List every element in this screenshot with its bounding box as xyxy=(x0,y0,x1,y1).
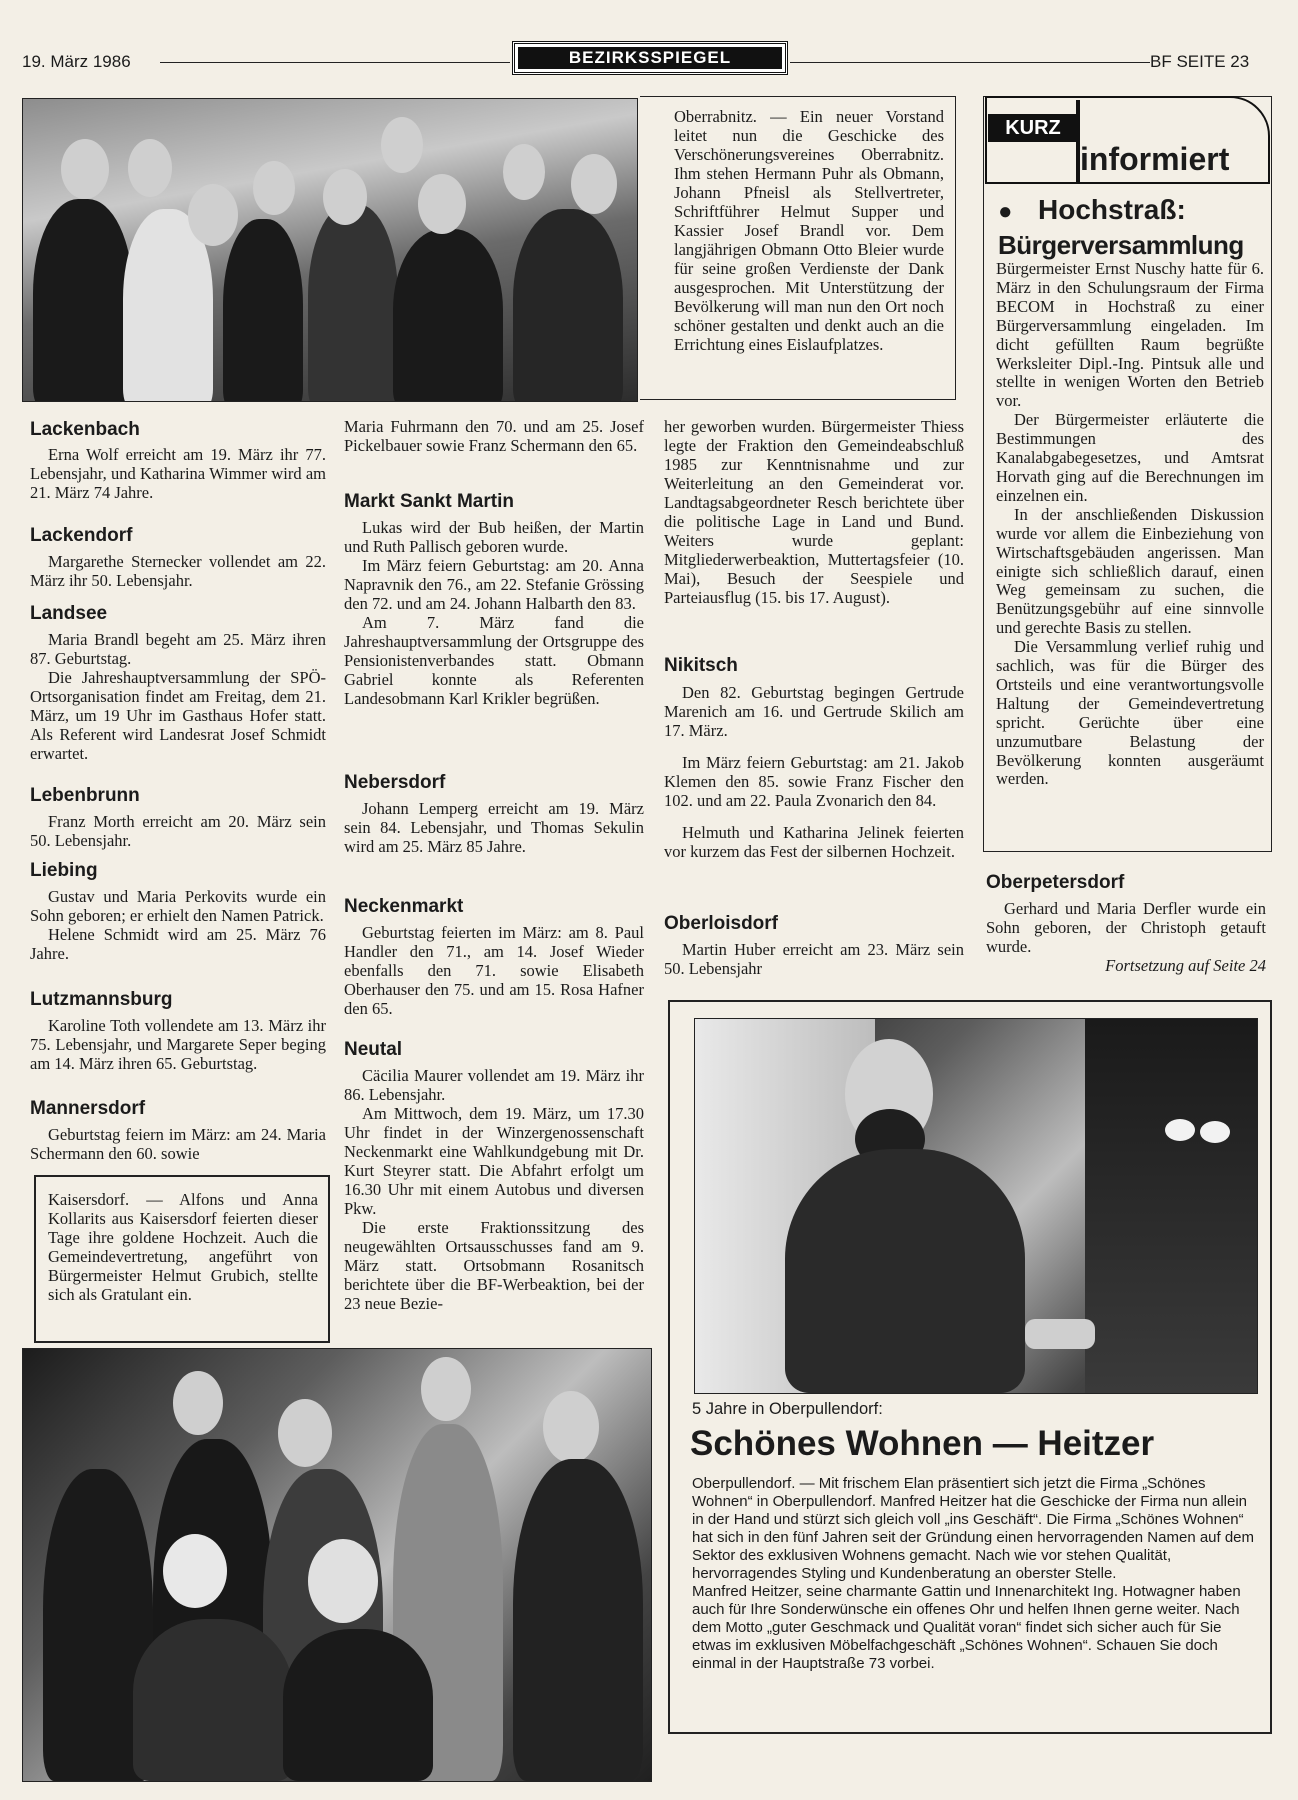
text-markt-sankt-martin: Lukas wird der Bub heißen, der Martin und Ruth Pallisch geboren wurde. Im März feiern Geburtstag: am 20. Anna Napravnik den 76., am 22. Stefanie Grössing den 72. und am 24. Johann Halbarth den 83. Am 7. März fand die Jahreshauptversammlung der Ortsgruppe des Pensionistenverbandes statt. Obmann Gabriel konnte als Referenten Landesobmann Karl Krikler begrüßen. xyxy=(344,518,644,708)
heading-lebenbrunn: Lebenbrunn xyxy=(30,785,140,806)
heading-landsee: Landsee xyxy=(30,603,108,624)
text-nikitsch: Den 82. Geburtstag begingen Gertrude Marenich am 16. und Gertrude Skilich am 17. März. Im März feiern Geburtstag: am 21. Jakob Klemen den 85. sowie Franz Fischer den 102. und am 22. Paula Zvonarich den 84. Helmuth und Katharina Jelinek feierten vor kurzem das Fest der silbernen Hochzeit. xyxy=(664,683,964,861)
photo-vorstand-group xyxy=(22,98,638,402)
section-banner: BEZIRKSSPIEGEL xyxy=(512,41,788,75)
heading-oberloisdorf: Oberloisdorf xyxy=(664,913,779,934)
kurz-headline-2: Bürgerversammlung xyxy=(998,230,1244,260)
photo-goldene-hochzeit xyxy=(22,1348,652,1782)
issue-date: 19. März 1986 xyxy=(22,52,131,71)
text-landsee: Maria Brandl begeht am 25. März ihren 87. Geburtstag. Die Jahreshauptversammlung der SPÖ-Ortsorganisation findet am Freitag, dem 21. März, um 19 Uhr im Gasthaus Hofer statt. Als Referent wird Landesrat Josef Schmidt erwartet. xyxy=(30,630,326,763)
photo-manfred-heitzer xyxy=(694,1018,1258,1394)
heading-mannersdorf: Mannersdorf xyxy=(30,1098,146,1119)
ad-body: Oberpullendorf. — Mit frischem Elan präsentiert sich jetzt die Firma „Schönes Wohnen“ in Oberpullendorf. Manfred Heitzer hat die Geschicke der Firma nun allein in der Hand und stürzt sich gleich voll „ins Geschäft“. Die Firma „Schönes Wohnen“ hat sich in den fünf Jahren seit der Gründung einen hervorragenden Namen auf dem Sektor des exklusiven Wohnens gemacht. Nach wie vor stehen Qualität, hervorragendes Styling und Kundenberatung an oberster Stelle. Manfred Heitzer, seine charmante Gattin und Innenarchitekt Ing. Hotwagner haben auch für Ihre Sonderwünsche ein offenes Ohr und helfen Ihnen gerne weiter. Nach dem Motto „guter Geschmack und Qualität voran“ findet sich sicher auch für Sie etwas im exklusiven Möbelfachgeschäft „Schönes Wohnen“. Schauen Sie doch einmal in der Hauptstraße 73 vorbei. xyxy=(692,1475,1255,1672)
heading-neckenmarkt: Neckenmarkt xyxy=(344,896,464,917)
ad-kicker: 5 Jahre in Oberpullendorf: xyxy=(692,1400,883,1418)
text-lebenbrunn: Franz Morth erreicht am 20. März sein 50. Lebensjahr. xyxy=(30,812,326,850)
ad-headline: Schönes Wohnen — Heitzer xyxy=(690,1424,1155,1463)
kurz-headline-1: Hochstraß: xyxy=(1038,194,1186,225)
text-neutal-cont: her geworben wurden. Bürgermeister Thiess legte der Fraktion den Gemeindeabschluß 1985 zur Kenntnisnahme und zur Weiterleitung an den Gemeinderat vor. Landtagsabgeordneter Resch berichtete über die politische Lage in Land und Bund. Weiters wurde geplant: Mitgliederwerbeaktion, Muttertagsfeier (10. Mai), Besuch der Seespiele und Parteiausflug (15. bis 17. August). xyxy=(664,417,964,607)
text-lutzmannsburg: Karoline Toth vollendete am 13. März ihr 75. Lebensjahr, und Margarete Seper beging am 14. März ihren 65. Geburtstag. xyxy=(30,1016,326,1073)
bullet-icon: ● xyxy=(998,198,1013,225)
text-neckenmarkt: Geburtstag feierten im März: am 8. Paul Handler den 71., am 14. Josef Wieder ebenfalls den 71. sowie Elisabeth Oberhauser den 75. und am 15. Rosa Hafner den 65. xyxy=(344,923,644,1018)
heading-markt-sankt-martin: Markt Sankt Martin xyxy=(344,491,514,512)
text-oberpetersdorf: Gerhard und Maria Derfler wurde ein Sohn geboren, der Christoph getauft wurde. xyxy=(986,899,1266,956)
caption-oberrabnitz: Oberrabnitz. — Ein neuer Vorstand leitet nun die Geschicke des Verschönerungsvereines Oberrabnitz. Ihm stehen Hermann Puhr als Obmann, Johann Pfneisl als Stellvertreter, Schriftführer Helmut Supper und Kassier Josef Brandl vor. Dem langjährigen Obmann Otto Bleier wurde für seine großen Verdienste der Dank ausgesprochen. Mit Unterstützung der Bevölkerung will man nun den Ort noch schöner gestalten und denkt auch an die Errichtung eines Eislaufplatzes. xyxy=(674,107,944,354)
caption-kaisersdorf: Kaisersdorf. — Alfons und Anna Kollarits aus Kaisersdorf feierten dieser Tage ihre goldene Hochzeit. Auch die Gemeindevertretung, angeführt von Bürgermeister Helmut Grubich, stellte sich als Gratulant ein. xyxy=(48,1190,318,1304)
kurz-title: informiert xyxy=(1080,141,1230,177)
text-mannersdorf: Geburtstag feiern im März: am 24. Maria Schermann den 60. sowie xyxy=(30,1125,326,1163)
heading-lackendorf: Lackendorf xyxy=(30,525,133,546)
text-oberloisdorf: Martin Huber erreicht am 23. März sein 50. Lebensjahr xyxy=(664,940,964,978)
heading-lutzmannsburg: Lutzmannsburg xyxy=(30,989,173,1010)
heading-lackenbach: Lackenbach xyxy=(30,419,140,440)
page-number: BF SEITE 23 xyxy=(1150,52,1250,71)
kurz-body: Bürgermeister Ernst Nuschy hatte für 6. März in den Schulungsraum der Firma BECOM in Hochstraß zu einer Bürgerversammlung eingeladen. Im dicht gefüllten Raum begrüßte Werksleiter Dipl.-Ing. Pintsuk alle und stellte in wenigen Worten den Betrieb vor. Der Bürgermeister erläuterte die Bestimmungen des Kanalabgabegesetzes, und Amtsrat Horvath ging auf die Berechnungen im einzelnen ein. In der anschließenden Diskussion wurde vor allem die Einbeziehung von Wirtschaftsgebäuden angerissen. Man einigte sich schließlich darauf, einen Weg gemeinsam zu suchen, die Benützungsgebühr auf eine sinnvolle und gerechte Basis zu stellen. Die Versammlung verlief ruhig und sachlich, was für die Bürger des Ortsteils und eine verantwortungsvolle Haltung der Gemeindevertretung spricht. Gerüchte über eine unzumutbare Belastung der Bevölkerung konnten ausgeräumt werden. xyxy=(996,259,1264,789)
heading-oberpetersdorf: Oberpetersdorf xyxy=(986,872,1125,893)
text-lackendorf: Margarethe Sternecker vollendet am 22. März ihr 50. Lebensjahr. xyxy=(30,552,326,590)
text-liebing: Gustav und Maria Perkovits wurde ein Sohn geboren; er erhielt den Namen Patrick. Helene Schmidt wird am 25. März 76 Jahre. xyxy=(30,887,326,963)
heading-neutal: Neutal xyxy=(344,1039,403,1060)
kurz-tag: KURZ xyxy=(988,114,1078,142)
continuation-note: Fortsetzung auf Seite 24 xyxy=(1105,956,1266,975)
text-nebersdorf: Johann Lemperg erreicht am 19. März sein 84. Lebensjahr, und Thomas Sekulin wird am 25. März 85 Jahre. xyxy=(344,799,644,856)
text-lackenbach: Erna Wolf erreicht am 19. März ihr 77. Lebensjahr, und Katharina Wimmer wird am 21. März 74 Jahre. xyxy=(30,445,326,502)
heading-liebing: Liebing xyxy=(30,860,98,881)
text-neutal: Cäcilia Maurer vollendet am 19. März ihr 86. Lebensjahr. Am Mittwoch, dem 19. März, um 17.30 Uhr findet in der Winzergenossenschaft Neckenmarkt eine Wahlkundgebung mit Dr. Kurt Steyrer statt. Die Abfahrt erfolgt um 16.30 Uhr mit einem Autobus und diversen Pkw. Die erste Fraktionssitzung des neugewählten Ortsausschusses fand am 9. März statt. Ortsobmann Rosanitsch berichtete über die BF-Werbeaktion, bei der 23 neue Bezie- xyxy=(344,1066,644,1313)
text-mannersdorf-cont: Maria Fuhrmann den 70. und am 25. Josef Pickelbauer sowie Franz Schermann den 65. xyxy=(344,417,644,455)
heading-nikitsch: Nikitsch xyxy=(664,655,738,676)
heading-nebersdorf: Nebersdorf xyxy=(344,772,446,793)
